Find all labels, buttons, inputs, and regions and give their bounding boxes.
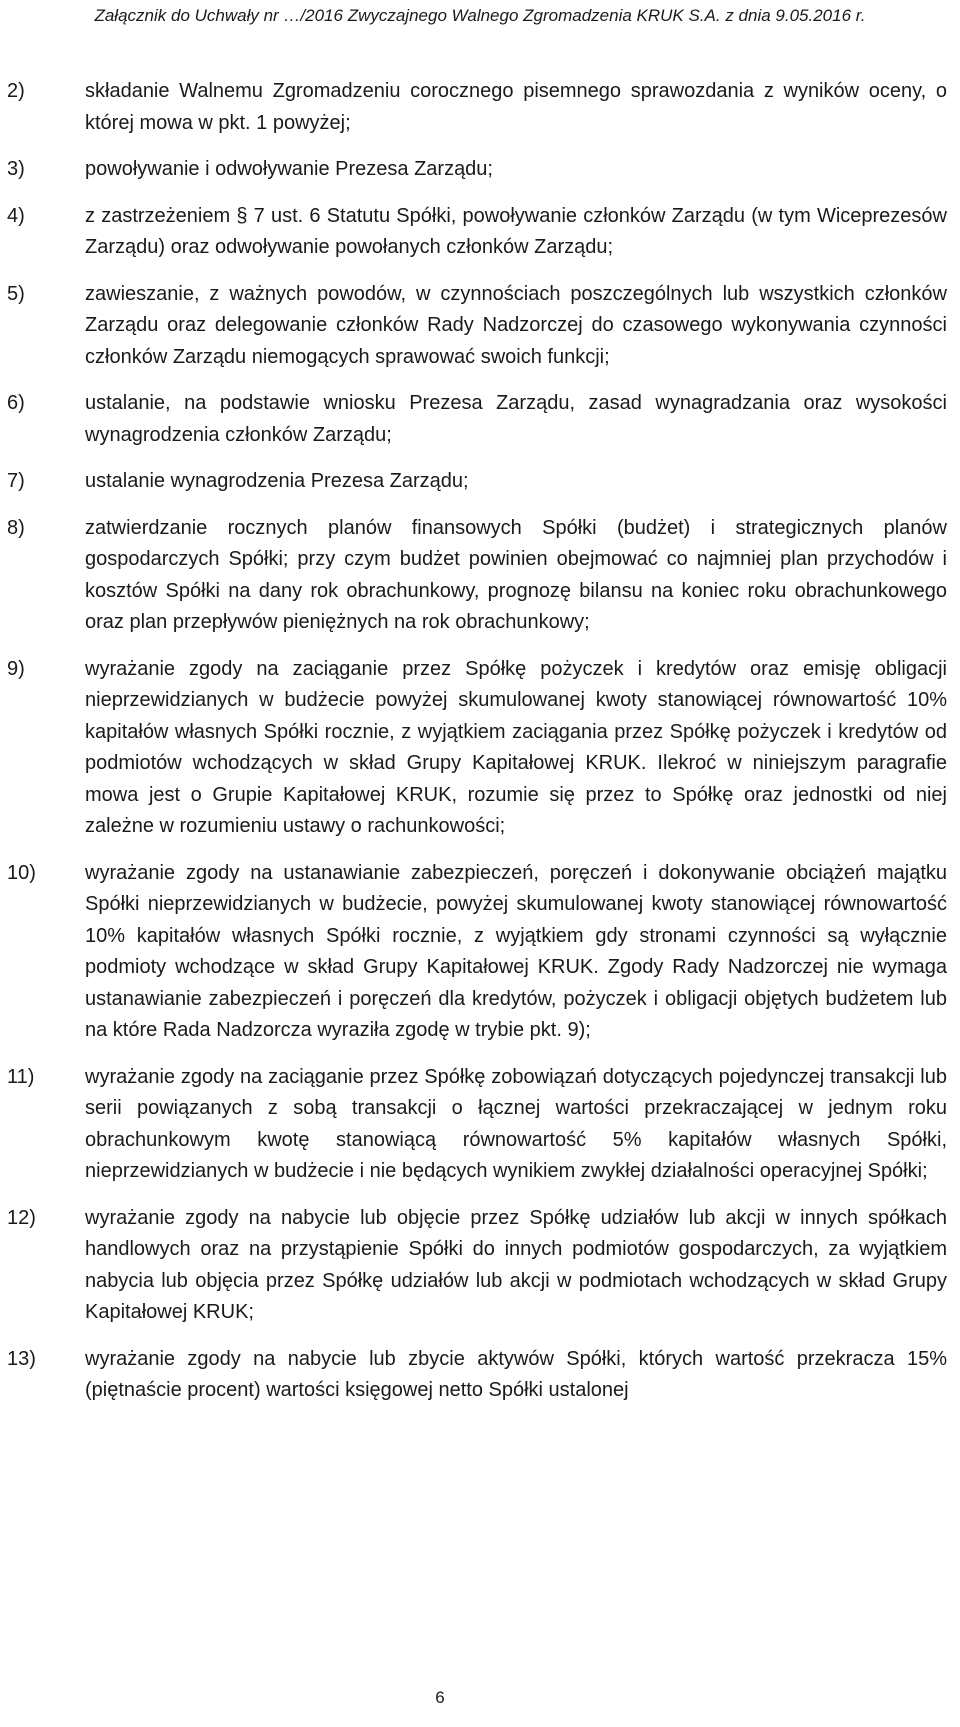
document-header: Załącznik do Uchwały nr …/2016 Zwyczajnego Walnego Zgromadzenia KRUK S.A. z dnia 9.05.2016 r. bbox=[94, 6, 866, 25]
list-item bbox=[0, 858, 960, 1047]
list-item-text: wyrażanie zgody na nabycie lub objęcie przez Spółkę udziałów lub akcji w innych spółkach handlowych oraz na przystąpienie Spółki do innych podmiotów gospodarczych, za wyjątkiem nabycia lub objęcia przez Spółkę udziałów lub akcji w podmiotach wchodzących w skład Grupy Kapitałowej KRUK; bbox=[85, 1206, 947, 1323]
list-item bbox=[0, 1203, 960, 1329]
list-item-text: powoływanie i odwoływanie Prezesa Zarządu; bbox=[85, 158, 493, 180]
list-item-number: 12) bbox=[7, 1206, 36, 1229]
list-item-text: składanie Walnemu Zgromadzeniu corocznego pisemnego sprawozdania z wyników oceny, o której mowa w pkt. 1 powyżej; bbox=[85, 80, 947, 134]
list-item bbox=[0, 279, 960, 374]
list-item-text: ustalanie wynagrodzenia Prezesa Zarządu; bbox=[85, 470, 469, 492]
list-item bbox=[0, 388, 960, 451]
list-item-number: 4) bbox=[7, 204, 25, 227]
list-item-number: 7) bbox=[7, 470, 25, 492]
list-item bbox=[0, 154, 960, 186]
list-item-number: 13) bbox=[7, 1347, 36, 1370]
list-item-number: 11) bbox=[7, 1065, 35, 1088]
list-item-text: wyrażanie zgody na ustanawianie zabezpieczeń, poręczeń i dokonywanie obciążeń majątku Spółki nieprzewidzianych w budżecie, powyżej skumulowanej kwoty stanowiącej równowartość 10% kapitałów własnych Spółki rocznie, z wyjątkiem gdy stronami czynności są wyłącznie podmioty wchodzące w skład Grupy Kapitałowej KRUK. Zgody Rady Nadzorczej nie wymaga ustanawianie zabezpieczeń i poręczeń dla kredytów, pożyczek i obligacji objętych budżetem lub na które Rada Nadzorcza wyraziła zgodę w trybie pkt. 9); bbox=[85, 861, 947, 1041]
list-item-number: 5) bbox=[7, 282, 25, 305]
list-item bbox=[0, 76, 960, 139]
list-item-text: wyrażanie zgody na nabycie lub zbycie aktywów Spółki, których wartość przekracza 15% (piętnaście procent) wartości księgowej netto Spółki ustalonej bbox=[85, 1347, 947, 1401]
list-item-text: ustalanie, na podstawie wniosku Prezesa Zarządu, zasad wynagradzania oraz wysokości wynagrodzenia członków Zarządu; bbox=[85, 392, 947, 446]
list-item-number: 9) bbox=[7, 657, 25, 680]
list-item-number: 6) bbox=[7, 392, 25, 414]
list-item bbox=[0, 466, 960, 498]
list-item-number: 2) bbox=[7, 80, 25, 102]
numbered-list bbox=[0, 76, 960, 1422]
list-item-text: zawieszanie, z ważnych powodów, w czynnościach poszczególnych lub wszystkich członków Zarządu oraz delegowanie członków Rady Nadzorczej do czasowego wykonywania czynności członków Zarządu niemogących sprawować swoich funkcji; bbox=[85, 282, 947, 368]
list-item-text: wyrażanie zgody na zaciąganie przez Spółkę pożyczek i kredytów oraz emisję obligacji nieprzewidzianych w budżecie powyżej skumulowanej kwoty stanowiącej równowartość 10% kapitałów własnych Spółki rocznie, z wyjątkiem zaciągania przez Spółkę pożyczek i kredytów od podmiotów wchodzących w skład Grupy Kapitałowej KRUK. Ilekroć w niniejszym paragrafie mowa jest o Grupie Kapitałowej KRUK, rozumie się przez to Spółkę oraz jednostki od niej zależne w rozumieniu ustawy o rachunkowości; bbox=[85, 657, 947, 837]
list-item bbox=[0, 1062, 960, 1188]
list-item-text: wyrażanie zgody na zaciąganie przez Spółkę zobowiązań dotyczących pojedynczej transakcji lub serii powiązanych z sobą transakcji o łącznej wartości przekraczającej w jednym roku obrachunkowym kwotę stanowiącą równowartość 5% kapitałów własnych Spółki, nieprzewidzianych w budżecie i nie będących wynikiem zwykłej działalności operacyjnej Spółki; bbox=[85, 1065, 947, 1182]
page-number: 6 bbox=[435, 1688, 445, 1707]
list-item-number: 3) bbox=[7, 158, 25, 180]
list-item-text: zatwierdzanie rocznych planów finansowych Spółki (budżet) i strategicznych planów gospodarczych Spółki; przy czym budżet powinien obejmować co najmniej plan przychodów i kosztów Spółki na dany rok obrachunkowy, prognozę bilansu na koniec roku obrachunkowego oraz plan przepływów pieniężnych na rok obrachunkowy; bbox=[85, 516, 947, 633]
list-item bbox=[0, 654, 960, 843]
list-item-text: z zastrzeżeniem § 7 ust. 6 Statutu Spółki, powoływanie członków Zarządu (w tym Wiceprezesów Zarządu) oraz odwoływanie powołanych członków Zarządu; bbox=[85, 204, 947, 258]
list-item bbox=[0, 513, 960, 639]
list-item-number: 8) bbox=[7, 516, 25, 539]
list-item bbox=[0, 201, 960, 264]
list-item-number: 10) bbox=[7, 861, 36, 884]
list-item bbox=[0, 1344, 960, 1407]
